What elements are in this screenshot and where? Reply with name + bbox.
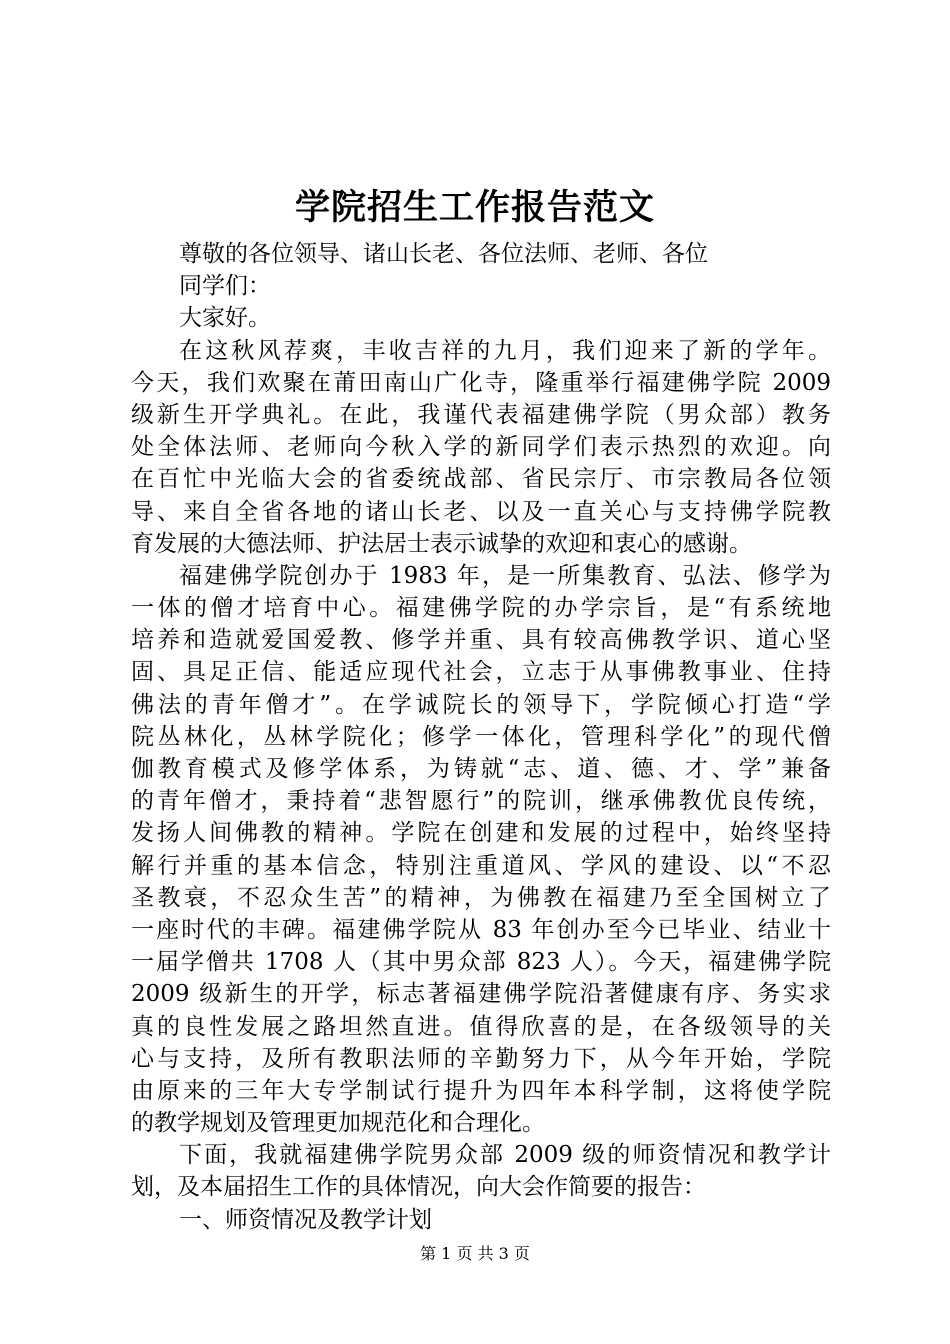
- document-title: 学院招生工作报告范文: [294, 187, 655, 228]
- body-line: 一座时代的丰碑。福建佛学院从 83 年创办至今已毕业、结业十: [131, 916, 831, 943]
- body-line: 下面，我就福建佛学院男众部 2009 级的师资情况和教学计: [179, 1142, 831, 1169]
- body-line: 伽教育模式及修学体系，为铸就“志、道、德、才、学”兼备: [131, 756, 831, 782]
- body-line: 福建佛学院创办于 1983 年，是一所集教育、弘法、修学为: [179, 562, 831, 589]
- body-line: 2009 级新生的开学，标志著福建佛学院沿著健康有序、务实求: [131, 981, 831, 1008]
- body-line: 划，及本届招生工作的具体情况，向大会作简要的报告：: [131, 1174, 706, 1201]
- body-line: 院丛林化，丛林学院化；修学一体化，管理科学化”的现代僧: [131, 723, 831, 750]
- body-line: 大家好。: [179, 305, 271, 332]
- body-line: 一、师资情况及教学计划: [179, 1206, 432, 1233]
- page-footer: 第 1 页 共 3 页: [420, 1244, 530, 1263]
- body-line: 真的良性发展之路坦然直进。值得欣喜的是，在各级领导的关: [131, 1013, 831, 1040]
- body-line: 心与支持，及所有教职法师的辛勤努力下，从今年开始，学院: [131, 1045, 831, 1072]
- body-line: 同学们：: [179, 273, 271, 300]
- body-line: 今天，我们欢聚在莆田南山广化寺，隆重举行福建佛学院 2009: [131, 369, 831, 396]
- body-line: 培养和造就爱国爱教、修学并重、具有较高佛教学识、道心坚: [131, 627, 831, 654]
- body-line: 圣教衰，不忍众生苦”的精神，为佛教在福建乃至全国树立了: [131, 884, 831, 911]
- body-line: 尊敬的各位领导、诸山长老、各位法师、老师、各位: [179, 241, 708, 267]
- document-body: [131, 238, 831, 1236]
- body-line: 发扬人间佛教的精神。学院在创建和发展的过程中，始终坚持: [131, 820, 831, 847]
- body-line: 处全体法师、老师向今秋入学的新同学们表示热烈的欢迎。向: [131, 434, 831, 461]
- body-line: 的教学规划及管理更加规范化和合理化。: [131, 1110, 545, 1137]
- body-line: 的青年僧才，秉持着“悲智愿行”的院训，继承佛教优良传统，: [131, 788, 831, 815]
- body-line: 级新生开学典礼。在此，我谨代表福建佛学院（男众部）教务: [131, 401, 831, 428]
- body-line: 育发展的大德法师、护法居士表示诚挚的欢迎和衷心的感谢。: [131, 530, 752, 557]
- body-line: 在这秋风荐爽，丰收吉祥的九月，我们迎来了新的学年。: [179, 337, 831, 364]
- body-line: 一届学僧共 1708 人（其中男众部 823 人）。今天，福建佛学院: [131, 949, 831, 976]
- body-line: 解行并重的基本信念，特别注重道风、学风的建设、以“不忍: [131, 852, 831, 879]
- body-line: 佛法的青年僧才”。在学诚院长的领导下，学院倾心打造“学: [131, 691, 831, 718]
- body-line: 由原来的三年大专学制试行提升为四年本科学制，这将使学院: [131, 1077, 831, 1104]
- body-line: 固、具足正信、能适应现代社会，立志于从事佛教事业、住持: [131, 659, 831, 686]
- body-line: 一体的僧才培育中心。福建佛学院的办学宗旨，是“有系统地: [131, 595, 831, 622]
- body-line: 在百忙中光临大会的省委统战部、省民宗厅、市宗教局各位领: [131, 466, 831, 493]
- body-line: 导、来自全省各地的诸山长老、以及一直关心与支持佛学院教: [131, 498, 831, 525]
